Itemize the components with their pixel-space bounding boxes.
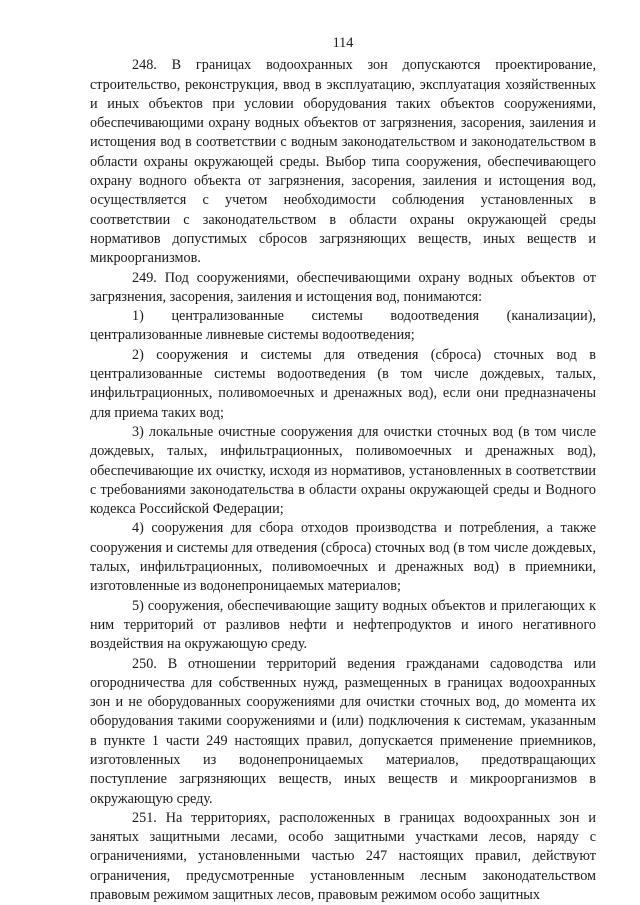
paragraph-249: 249. Под сооружениями, обеспечивающими охрану водных объектов от загрязнения, засорения, заиления и истощения вод, понимаются:: [90, 269, 596, 305]
page-number: 114: [332, 35, 354, 51]
list-item-5: 5) сооружения, обеспечивающие защиту водных объектов и прилегающих к ним территорий от разливов нефти и нефтепродуктов и иного негативного воздействия на окружающую среду.: [90, 597, 596, 653]
paragraph-248: 248. В границах водоохранных зон допускаются проектирование, строительство, реконструкция, ввод в эксплуатацию, эксплуатация хозяйственных и иных объектов при условии оборудования таких объектов сооружениями, обеспечивающими охрану водных объектов от загрязнения, засорения, заиления и истощения вод в соответствии с водным законодательством и законодательством в области охраны окружающей среды. Выбор типа сооружения, обеспечивающего охрану водного объекта от загрязнения, засорения, заиления и истощения вод, осуществляется с учетом необходимости соблюдения установленных в соответствии с законодательством в области охраны окружающей среды нормативов допустимых сбросов загрязняющих веществ, иных веществ и микроорганизмов.: [90, 57, 596, 267]
list-item-3: 3) локальные очистные сооружения для очистки сточных вод (в том числе дождевых, талых, инфильтрационных, поливомоечных и дренажных вод), обеспечивающие их очистку, исходя из нормативов, установленных в соответствии с требованиями законодательства в области охраны окружающей среды и Водного кодекса Российской Федерации;: [90, 423, 596, 518]
paragraph-250: 250. В отношении территорий ведения гражданами садоводства или огородничества для собственных нужд, размещенных в границах водоохранных зон и не оборудованных сооружениями для очистки сточных вод, до момента их оборудования такими сооружениями и (или) подключения к системам, указанным в пункте 1 части 249 настоящих правил, допускается применение приемников, изготовленных из водонепроницаемых материалов, предотвращающих поступление загрязняющих веществ, иных веществ и микроорганизмов в окружающую среду.: [90, 655, 596, 807]
list-item-1: 1) централизованные системы водоотведения (канализации), централизованные ливневые системы водоотведения;: [90, 308, 596, 344]
list-item-4: 4) сооружения для сбора отходов производства и потребления, а также сооружения и системы для отведения (сброса) сточных вод (в том числе дождевых, талых, инфильтрационных, поливомоечных и дренажных вод) в приемники, изготовленные из водонепроницаемых материалов;: [90, 520, 596, 595]
list-item-2: 2) сооружения и системы для отведения (сброса) сточных вод в централизованные системы водоотведения (в том числе дождевых, талых, инфильтрационных, поливомоечных и дренажных вод), если они предназначены для приема таких вод;: [90, 346, 596, 421]
paragraph-251: 251. На территориях, расположенных в границах водоохранных зон и занятых защитными лесами, особо защитными участками лесов, наряду с ограничениями, установленными частью 247 настоящих правил, действуют ограничения, предусмотренные установленным лесным законодательством правовым режимом защитных лесов, правовым режимом особо защитных: [90, 809, 596, 904]
